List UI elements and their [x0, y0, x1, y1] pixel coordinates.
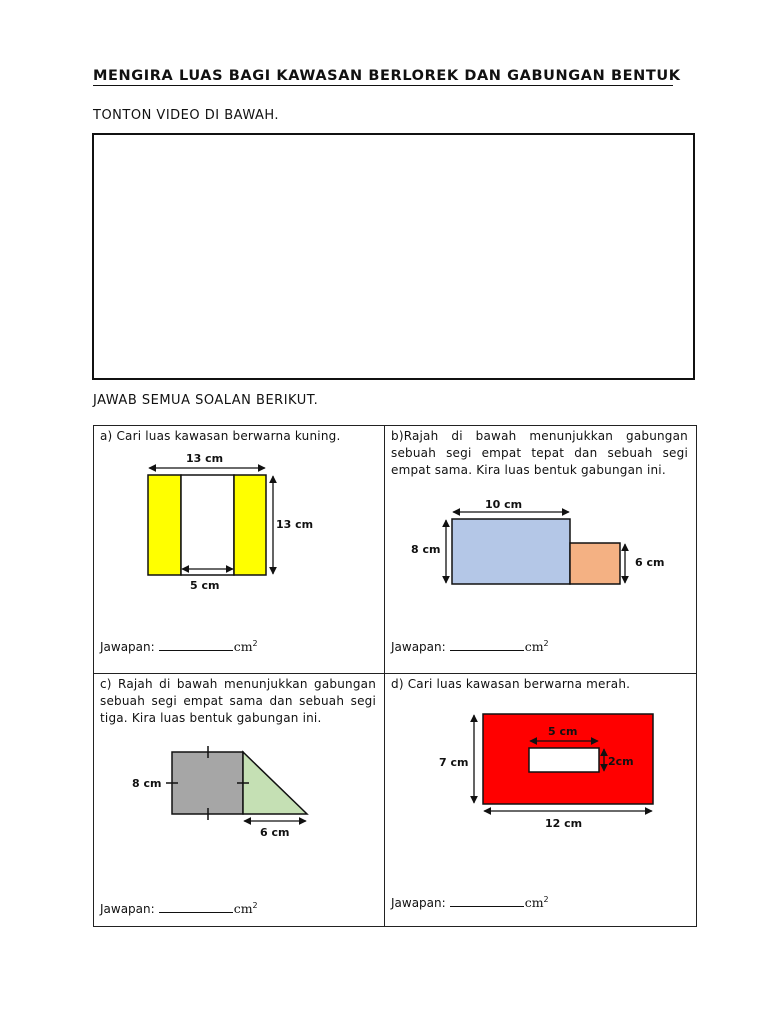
answer-d-power: 2 [543, 895, 549, 904]
answer-c-label: Jawapan: [100, 902, 155, 916]
label-d-left: 7 cm [439, 756, 469, 769]
label-c-left: 8 cm [132, 777, 162, 790]
watch-instruction: TONTON VIDEO DI BAWAH. [93, 108, 280, 123]
yellow-strip-left [148, 475, 181, 575]
answer-b-unit: cm [524, 639, 544, 654]
answer-a-unit: cm [233, 639, 253, 654]
question-grid [93, 425, 697, 927]
answer-a [100, 639, 258, 654]
question-a-text: a) Cari luas kawasan berwarna kuning. [100, 429, 341, 443]
gray-square [172, 752, 243, 814]
question-d-text: d) Cari luas kawasan berwarna merah. [391, 677, 631, 691]
label-a-top: 13 cm [186, 452, 224, 465]
question-a-cell [94, 426, 385, 674]
answer-c [100, 901, 258, 916]
page-title: MENGIRA LUAS BAGI KAWASAN BERLOREK DAN GABUNGAN BENTUK [93, 68, 681, 84]
answer-c-unit: cm [233, 901, 253, 916]
white-middle [181, 475, 234, 575]
figure-b [407, 494, 687, 594]
answer-b-power: 2 [543, 639, 549, 648]
figure-c [124, 742, 324, 842]
answer-c-blank[interactable] [159, 902, 233, 913]
answer-d-blank[interactable] [450, 896, 524, 907]
answer-a-blank[interactable] [159, 640, 233, 651]
answer-a-label: Jawapan: [100, 640, 155, 654]
label-b-right: 6 cm [635, 556, 665, 569]
answer-instruction: JAWAB SEMUA SOALAN BERIKUT. [93, 393, 319, 408]
blue-rectangle [452, 519, 570, 584]
label-d-inner-top: 5 cm [548, 725, 578, 738]
answer-d [391, 895, 549, 910]
answer-c-power: 2 [252, 901, 258, 910]
label-b-top: 10 cm [485, 498, 523, 511]
answer-b-blank[interactable] [450, 640, 524, 651]
label-b-left: 8 cm [411, 543, 441, 556]
question-c-text: c) Rajah di bawah menunjukkan gabungan sebuah segi empat sama dan sebuah segi tiga. Kira luas bentuk gabungan ini. [100, 677, 376, 725]
green-triangle [243, 752, 307, 814]
label-c-bottom: 6 cm [260, 826, 290, 839]
yellow-strip-right [234, 475, 266, 575]
question-c-cell [94, 674, 385, 926]
label-d-inner-side: 2cm [608, 755, 634, 768]
question-d-cell [385, 674, 696, 926]
answer-d-unit: cm [524, 895, 544, 910]
question-b-text: b)Rajah di bawah menunjukkan gabungan sebuah segi empat tepat dan sebuah segi empat sama. Kira luas bentuk gabungan ini. [391, 429, 688, 477]
white-inner-rectangle [529, 748, 599, 772]
answer-b-label: Jawapan: [391, 640, 446, 654]
figure-d [435, 710, 695, 834]
label-a-side: 13 cm [276, 518, 314, 531]
label-a-bottom: 5 cm [190, 579, 220, 590]
answer-d-label: Jawapan: [391, 896, 446, 910]
orange-square [570, 543, 620, 584]
answer-a-power: 2 [252, 639, 258, 648]
video-frame[interactable] [92, 133, 695, 380]
label-d-bottom: 12 cm [545, 817, 583, 830]
question-b-cell [385, 426, 696, 674]
figure-a [134, 450, 334, 590]
answer-b [391, 639, 549, 654]
